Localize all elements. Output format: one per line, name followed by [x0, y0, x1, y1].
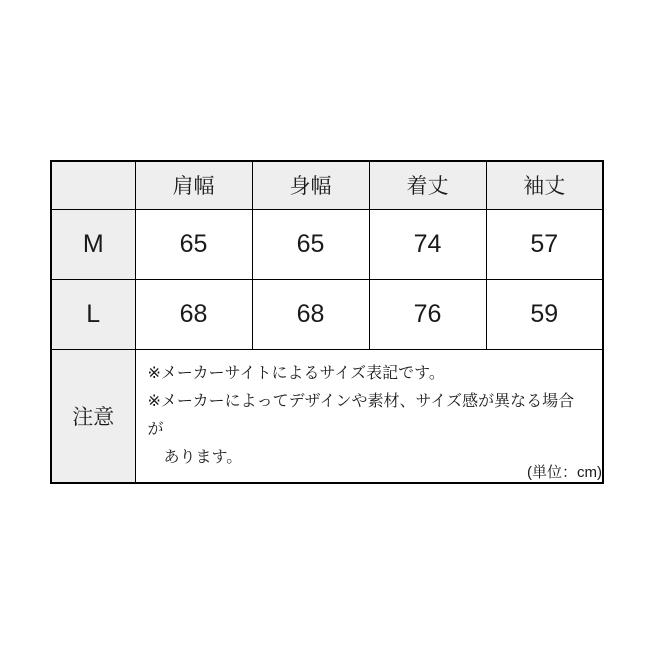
note-line-2: ※メーカーによってデザインや素材、サイズ感が異なる場合が	[147, 392, 575, 438]
cell-l-length: 76	[369, 279, 486, 349]
cell-m-length: 74	[369, 209, 486, 279]
note-line-3-continuation: あります。	[163, 448, 243, 466]
table-row-caution	[51, 349, 603, 483]
row-header-size-l: L	[51, 279, 135, 349]
table-row-size-m	[51, 209, 603, 279]
column-header-shoulder-width: 肩幅	[135, 161, 252, 209]
cell-m-body-width: 65	[252, 209, 369, 279]
column-header-length: 着丈	[369, 161, 486, 209]
cell-m-shoulder-width: 65	[135, 209, 252, 279]
size-table	[50, 160, 604, 484]
cell-l-body-width: 68	[252, 279, 369, 349]
note-line-1: ※メーカーサイトによるサイズ表記です。	[147, 364, 445, 382]
cell-m-sleeve-length: 57	[486, 209, 603, 279]
table-row-size-l	[51, 279, 603, 349]
row-header-size-m: M	[51, 209, 135, 279]
corner-cell	[51, 161, 135, 209]
cell-l-sleeve-length: 59	[486, 279, 603, 349]
unit-note: (単位：cm)	[527, 464, 602, 481]
header-row	[51, 161, 603, 209]
column-header-body-width: 身幅	[252, 161, 369, 209]
cell-l-shoulder-width: 68	[135, 279, 252, 349]
column-header-sleeve-length: 袖丈	[486, 161, 603, 209]
row-header-caution: 注意	[51, 349, 135, 483]
